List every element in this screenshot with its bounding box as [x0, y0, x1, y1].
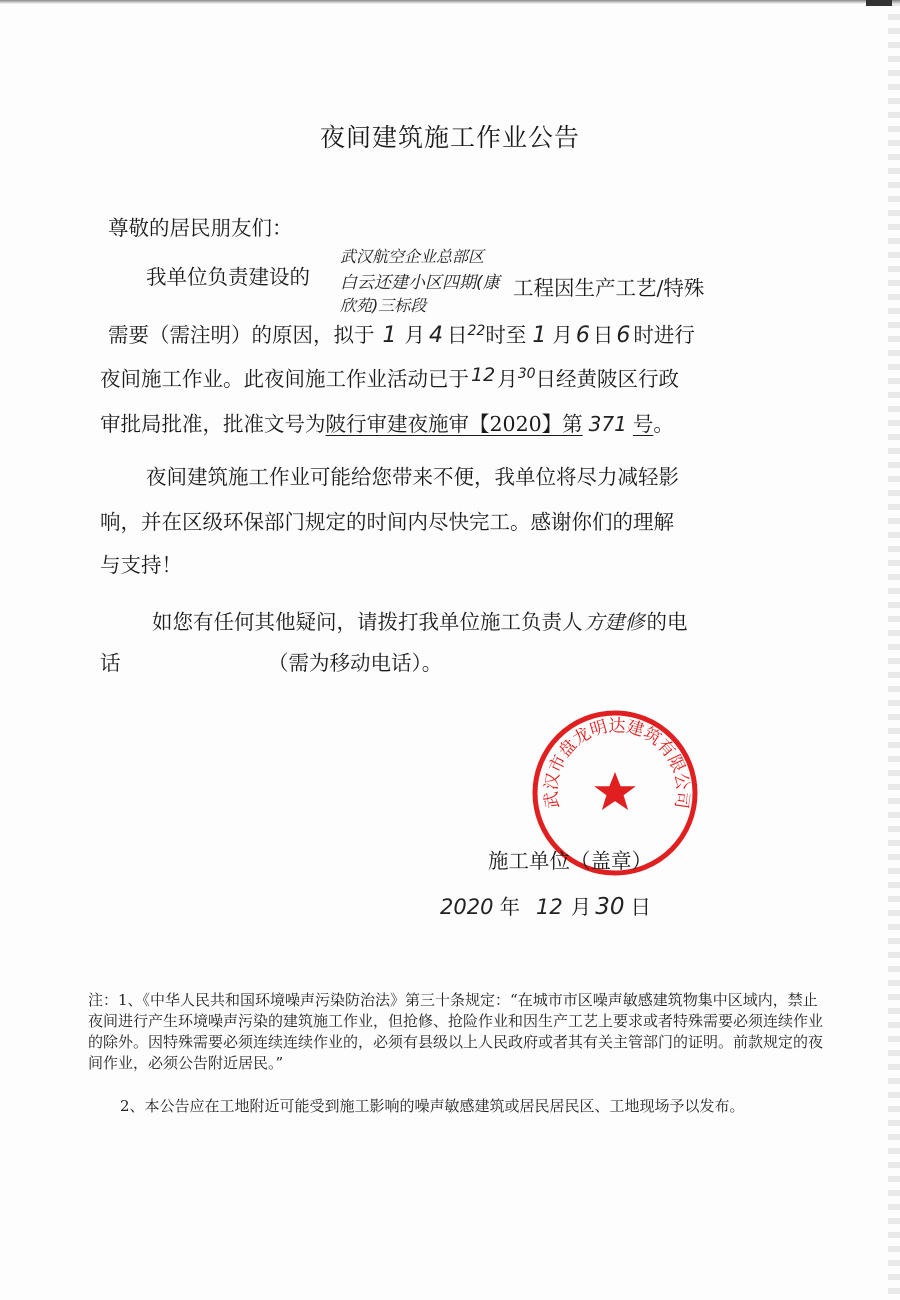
- sign-year-label: 年: [499, 895, 520, 919]
- scan-mark: [866, 0, 892, 6]
- handwritten-project-line-3: 欣苑)三标段: [340, 296, 427, 315]
- seal-star-icon: [594, 772, 636, 810]
- approval-document-number: [326, 412, 654, 436]
- paragraph1-line2: [108, 325, 695, 347]
- paragraph1-line4-end: 。: [653, 412, 674, 436]
- paragraph1-line1-start: 我单位负责建设的: [146, 265, 310, 289]
- handwritten-sign-year: 2020: [440, 895, 494, 919]
- paragraph3-line2b: （需为移动电话）。: [268, 651, 443, 675]
- paragraph1-line2-f: 日: [592, 323, 614, 347]
- handwritten-project-line-2: 白云还建小区四期(康: [340, 273, 500, 293]
- paragraph1-line3-b: 月: [497, 367, 518, 391]
- paragraph3-line2a: 话: [100, 651, 121, 675]
- paragraph1-line2-d: 时至: [485, 323, 527, 347]
- footnote-2: 2、本公告应在工地附近可能受到施工影响的噪声敏感建筑或居民居民区、工地现场予以发布。: [120, 1097, 745, 1115]
- sign-day-label: 日: [630, 895, 651, 919]
- approval-doc-prefix: 陂行审建夜施审【2020】第: [325, 412, 583, 436]
- paragraph1-line2-b: 月: [404, 323, 425, 347]
- handwritten-sign-month: 12: [535, 895, 563, 919]
- sign-month-label: 月: [570, 895, 592, 919]
- paragraph2-line3: 与支持！: [100, 553, 182, 577]
- handwritten-approval-month: 12: [471, 364, 496, 386]
- construction-unit-label: 施工单位（盖章）: [488, 849, 652, 873]
- paragraph1-line3: [100, 364, 680, 391]
- handwritten-project-line-1: 武汉航空企业总部区: [340, 247, 485, 266]
- handwritten-end-day: 6: [575, 323, 590, 348]
- salutation: 尊敬的居民朋友们：: [108, 216, 293, 240]
- paragraph1-line3-c: 日经黄陂区行政: [535, 367, 680, 391]
- paragraph1-line2-a: 需要（需注明）的原因，拟于: [108, 323, 375, 347]
- scan-edge-right: [888, 0, 900, 1300]
- paragraph1-line4-a: 审批局批准，批准文号为: [100, 412, 326, 436]
- paragraph1-line4: [100, 414, 674, 435]
- scan-edge-top: [0, 0, 900, 4]
- approval-doc-suffix: 号: [632, 412, 654, 436]
- paragraph1-line2-g: 时进行: [633, 323, 695, 347]
- paragraph3-line1-b: 的电: [646, 610, 688, 634]
- seal-text: 武汉市盘龙明达建筑有限公司: [541, 716, 693, 810]
- page-title: 夜间建筑施工作业公告: [319, 123, 580, 152]
- handwritten-start-month: 1: [382, 323, 397, 348]
- handwritten-end-hour: 6: [616, 323, 631, 348]
- paragraph3-line1: [152, 612, 688, 633]
- handwritten-start-hour: 22: [467, 323, 486, 339]
- handwritten-sign-day: 30: [595, 894, 625, 920]
- footnote-1: 注：1、《中华人民共和国环境噪声污染防治法》第三十条规定：“在城市市区噪声敏感建筑物集中区域内，禁止夜间进行产生环境噪声污染的建筑施工作业，但抢修、抢险作业和因生产工艺上要求或者特殊需要必须连续作业的除外。因特殊需要必须连续连续作业的，必须有县级以上人民政府或者其有关主管部门的证明。前款规定的夜间作业，必须公告附近居民。”: [88, 991, 824, 1072]
- paragraph3-line1-a: 如您有任何其他疑问，请拨打我单位施工负责人: [152, 610, 583, 634]
- paragraph1-line3-a: 夜间施工作业。此夜间施工作业活动已于: [100, 367, 469, 391]
- handwritten-start-day: 4: [429, 323, 443, 348]
- handwritten-end-month: 1: [532, 323, 547, 348]
- handwritten-contact-person: 方建修: [584, 610, 645, 634]
- signature-date: [440, 896, 651, 919]
- paragraph1-line2-c: 日: [447, 323, 468, 347]
- paragraph2-line2: 响，并在区级环保部门规定的时间内尽快完工。感谢你们的理解: [100, 510, 674, 534]
- paragraph1-line1-end: 工程因生产工艺/特殊: [513, 276, 705, 300]
- paragraph1-line2-e: 月: [552, 323, 573, 347]
- handwritten-approval-day: 30: [517, 366, 536, 382]
- paragraph2-line1: 夜间建筑施工作业可能给您带来不便，我单位将尽力减轻影: [146, 465, 679, 489]
- handwritten-approval-number: 371: [588, 412, 627, 436]
